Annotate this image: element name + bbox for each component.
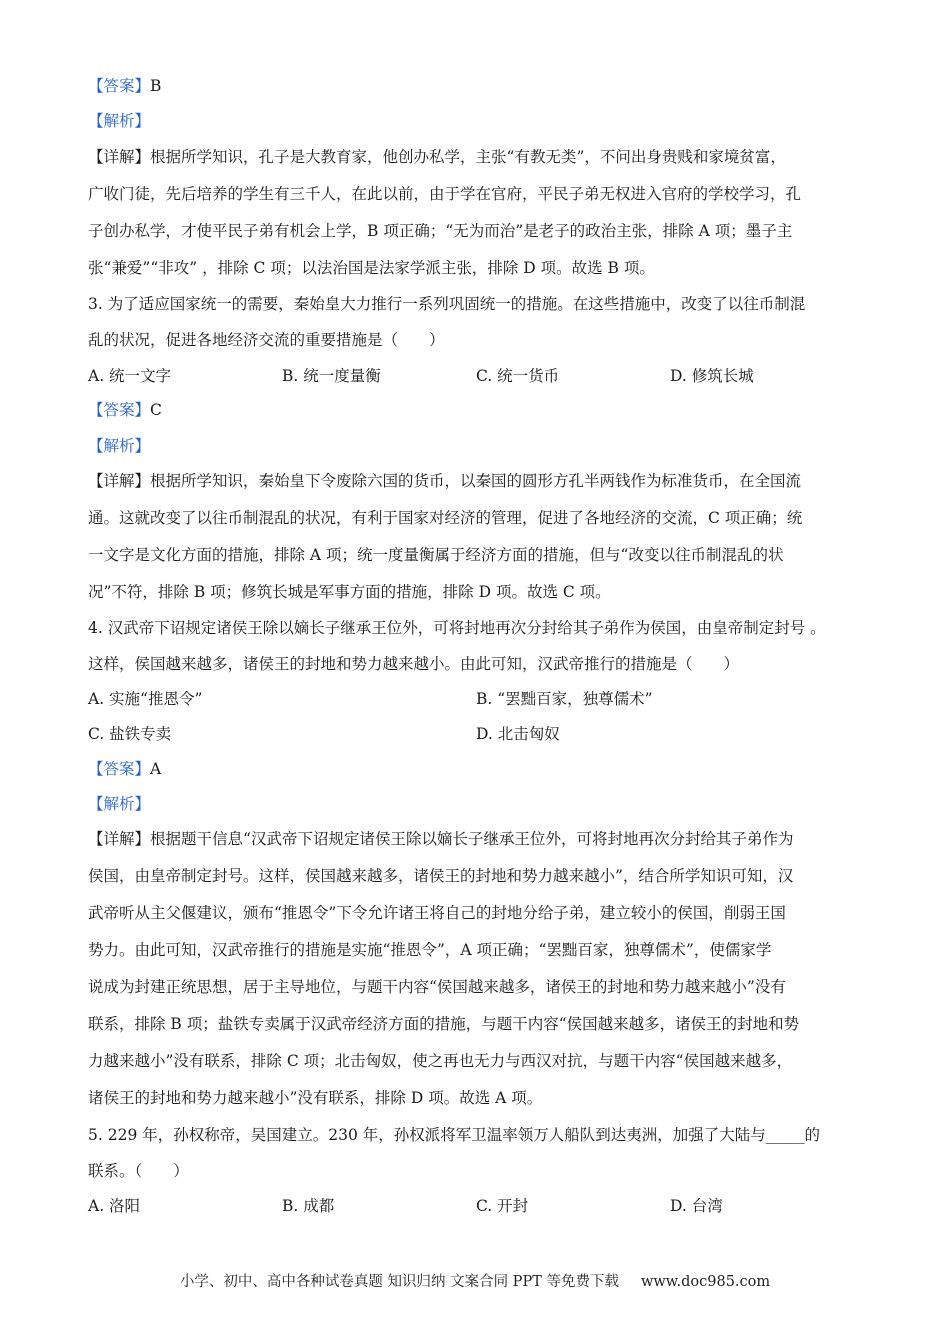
footer-text: 小学、初中、高中各种试卷真题 知识归纳 文案合同 PPT 等免费下载: [179, 1274, 619, 1290]
detail-line: 联系，排除 B 项；盐铁专卖属于汉武帝经济方面的措施，与题干内容“侯国越来越多，诸侯王的封地和势: [88, 1015, 800, 1033]
answer-tag: 【答案】: [88, 401, 151, 419]
answer-value: C: [150, 401, 162, 419]
option-a: A. 洛阳: [88, 1197, 141, 1215]
option-d: D. 北击匈奴: [476, 725, 560, 743]
option-a: A. 实施“推恩令”: [88, 690, 203, 708]
detail-line: 侯国，由皇帝制定封号。这样，侯国越来越多，诸侯王的封地和势力越来越小”，结合所学知识可知，汉: [88, 867, 794, 885]
detail-line: 【详解】根据所学知识，秦始皇下令废除六国的货币，以秦国的圆形方孔半两钱作为标准货币，在全国流: [88, 472, 802, 490]
option-c: C. 统一货币: [476, 367, 560, 385]
detail-line: 通。这就改变了以往币制混乱的状况，有利于国家对经济的管理，促进了各地经济的交流，C 项正确；统: [88, 509, 803, 527]
detail-line: 诸侯王的封地和势力越来越小”没有联系，排除 D 项。故选 A 项。: [88, 1089, 543, 1107]
detail-line: 张“兼爱”“非攻” ，排除 C 项；以法治国是法家学派主张，排除 D 项。故选 B 项。: [88, 259, 655, 277]
option-a: A. 统一文字: [88, 367, 172, 385]
analysis-heading: 【解析】: [88, 112, 151, 130]
answer-value: B: [150, 77, 162, 95]
answer-tag: 【答案】: [88, 77, 151, 95]
detail-line: 【详解】根据题干信息“汉武帝下诏规定诸侯王除以嫡长子继承王位外，可将封地再次分封给其子弟作为: [88, 830, 794, 848]
question-stem: 4. 汉武帝下诏规定诸侯王除以嫡长子继承王位外，可将封地再次分封给其子弟作为侯国，由皇帝制定封号 。: [88, 619, 826, 637]
option-d: D. 台湾: [670, 1197, 723, 1215]
detail-line: 势力。由此可知，汉武帝推行的措施是实施“推恩令”，A 项正确；“罢黜百家，独尊儒术”，使儒家学: [88, 941, 772, 959]
page-footer: [0, 1270, 950, 1291]
option-b: B. 成都: [282, 1197, 335, 1215]
question-stem: 5. 229 年，孙权称帝，吴国建立。230 年，孙权派将军卫温率领万人船队到达夷洲，加强了大陆与_____的: [88, 1126, 820, 1144]
question-stem: 乱的状况，促进各地经济交流的重要措施是（ ）: [88, 331, 445, 349]
detail-line: 子创办私学，才使平民子弟有机会上学，B 项正确；“无为而治”是老子的政治主张，排除 A 项；墨子主: [88, 222, 793, 240]
detail-line: 说成为封建正统思想，居于主导地位，与题干内容“侯国越来越多，诸侯王的封地和势力越来越小”没有: [88, 978, 786, 996]
detail-line: 【详解】根据所学知识，孔子是大教育家，他创办私学，主张“有教无类”，不问出身贵贱和家境贫富，: [88, 148, 786, 166]
detail-line: 一文字是文化方面的措施，排除 A 项；统一度量衡属于经济方面的措施，但与“改变以往币制混乱的状: [88, 546, 784, 564]
option-d: D. 修筑长城: [670, 367, 754, 385]
option-c: C. 开封: [476, 1197, 529, 1215]
question-stem: 联系。（ ）: [88, 1162, 189, 1180]
option-b: B. “罢黜百家，独尊儒术”: [476, 690, 653, 708]
analysis-heading: 【解析】: [88, 437, 151, 455]
detail-line: 况”不符，排除 B 项；修筑长城是军事方面的措施，排除 D 项。故选 C 项。: [88, 583, 611, 601]
detail-tag: 【详解】: [88, 830, 151, 848]
answer-value: A: [150, 760, 162, 778]
answer-line: [88, 759, 161, 779]
option-c: C. 盐铁专卖: [88, 725, 172, 743]
detail-line: 武帝听从主父偃建议，颁布“推恩令”下令允许诸王将自己的封地分给子弟，建立较小的侯国，削弱王国: [88, 904, 786, 922]
question-stem: 3. 为了适应国家统一的需要，秦始皇大力推行一系列巩固统一的措施。在这些措施中，改变了以往币制混: [88, 295, 806, 313]
answer-line: [88, 400, 162, 420]
analysis-heading: 【解析】: [88, 795, 151, 813]
option-b: B. 统一度量衡: [282, 367, 381, 385]
answer-line: [88, 76, 161, 96]
footer-link[interactable]: www.doc985.com: [640, 1274, 771, 1290]
detail-line: 广收门徒，先后培养的学生有三千人，在此以前，由于学在官府，平民子弟无权进入官府的学校学习，孔: [88, 185, 802, 203]
detail-line: 力越来越小”没有联系，排除 C 项；北击匈奴，使之再也无力与西汉对抗，与题干内容“侯国越来越多，: [88, 1052, 793, 1070]
detail-tag: 【详解】: [88, 148, 151, 166]
answer-tag: 【答案】: [88, 760, 151, 778]
detail-tag: 【详解】: [88, 472, 151, 490]
question-stem: 这样，侯国越来越多，诸侯王的封地和势力越来越小。由此可知，汉武帝推行的措施是（ ）: [88, 655, 740, 673]
